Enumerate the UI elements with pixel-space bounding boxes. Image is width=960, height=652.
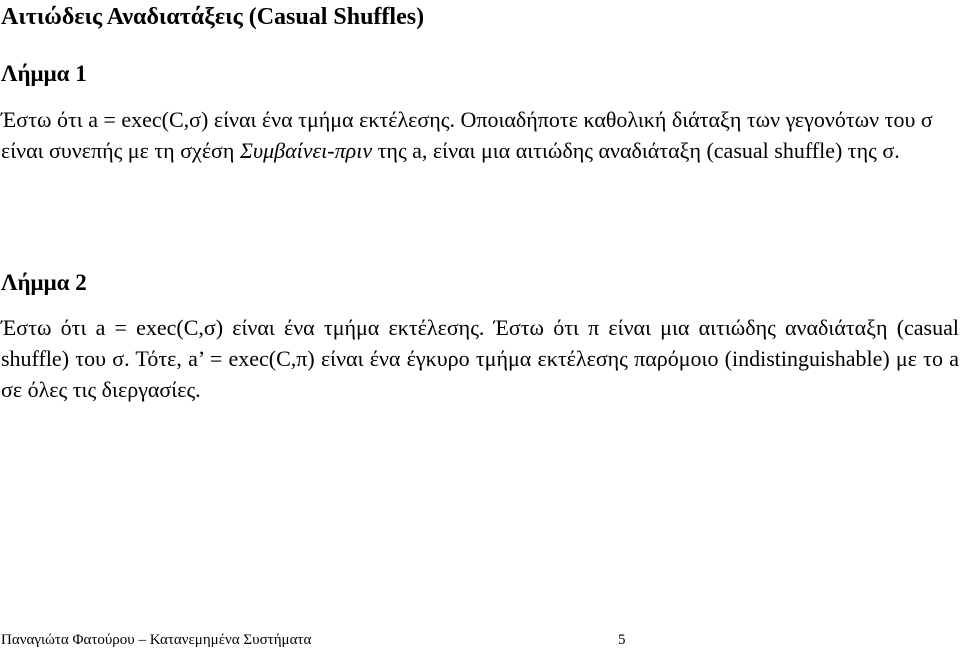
happens-before-term: Συμβαίνει-πριν xyxy=(239,138,373,163)
lemma-1-heading: Λήμμα 1 xyxy=(1,61,87,86)
lemma-2-heading: Λήμμα 2 xyxy=(1,270,87,295)
lemma-1-text-part-2: της a, είναι μια αιτιώδης αναδιάταξη (casual shuffle) της σ. xyxy=(372,138,900,163)
page-number: 5 xyxy=(618,632,626,648)
lemma-1-text xyxy=(1,104,959,166)
footer-author-course: Παναγιώτα Φατούρου – Κατανεμημένα Συστήματα xyxy=(1,632,312,648)
lemma-1-text-part-1: Έστω ότι a = exec(C,σ) είναι ένα τμήμα εκτέλεσης. Οποιαδήποτε καθολική διάταξη των γεγονότων του σ είναι συνεπής με τη σχέση xyxy=(1,107,933,163)
lemma-2-text: Έστω ότι a = exec(C,σ) είναι ένα τμήμα εκτέλεσης. Έστω ότι π είναι μια αιτιώδης αναδιάταξη (casual shuffle) του σ. Τότε, a’ = exec(C,π) είναι ένα έγκυρο τμήμα εκτέλεσης παρόμοιο (indistinguishable) με το a σε όλες τις διεργασίες. xyxy=(1,315,959,402)
page-title: Αιτιώδεις Αναδιατάξεις (Casual Shuffles) xyxy=(1,4,425,30)
